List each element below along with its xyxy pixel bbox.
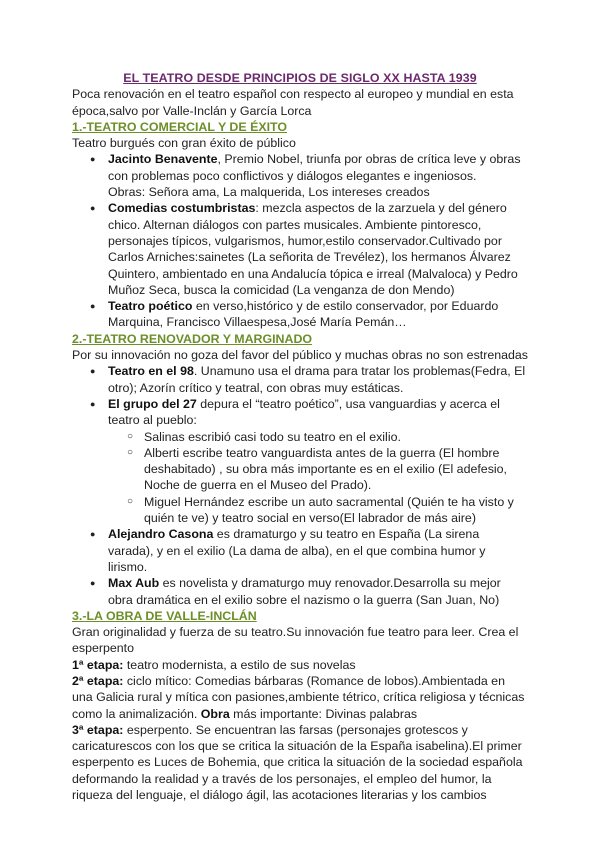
section-1-heading: 1.-TEATRO COMERCIAL Y DE ÉXITO bbox=[72, 119, 288, 134]
obra-label: Obra bbox=[200, 706, 230, 721]
list-item-comedias bbox=[108, 200, 528, 298]
item-text: es novelista y dramaturgo muy renovador.Desarrolla su mejor obra dramática en el exilio sobre el nazismo o la guerra (San Juan, No) bbox=[108, 576, 501, 607]
item-term: Jacinto Benavente bbox=[108, 152, 218, 167]
section-3-heading: 3.-LA OBRA DE VALLE-INCLÁN bbox=[72, 608, 257, 623]
list-item-casona bbox=[108, 526, 528, 575]
list-item-teatro-poetico bbox=[108, 298, 528, 331]
stage-label: 3ª etapa: bbox=[72, 722, 124, 737]
stage-label: 2ª etapa: bbox=[72, 673, 124, 688]
item-term: Alejandro Casona bbox=[108, 527, 214, 542]
item-text: . Unamuno usa el drama para tratar los problemas(Fedra, El otro); Azorín crítico y teatral, con obras muy estáticas. bbox=[108, 364, 526, 395]
item-term: Teatro en el 98 bbox=[108, 364, 194, 379]
intro-paragraph: Poca renovación en el teatro español con respecto al europeo y mundial en esta época,salvo por Valle-Inclán y García Lorca bbox=[72, 87, 514, 118]
list-item-max-aub bbox=[108, 575, 528, 608]
list-item-benavente bbox=[108, 151, 528, 200]
obra-text: más importante: Divinas palabras bbox=[229, 706, 418, 721]
list-item-teatro-98 bbox=[108, 363, 528, 396]
section-2-heading: 2.-TEATRO RENOVADOR Y MARGINADO bbox=[72, 331, 313, 346]
item-term: Comedias costumbristas bbox=[108, 201, 256, 216]
stage-2-paragraph bbox=[72, 673, 528, 722]
list-item-grupo-27 bbox=[108, 396, 528, 526]
item-text: , Premio Nobel, triunfa por obras de crítica leve y obras con problemas poco conflictivos y diálogos elegantes e ingeniosos. bbox=[108, 152, 521, 183]
sublist-item-alberti: ○ Alberti escribe teatro vanguardista antes de la guerra (El hombre deshabitado) , su obra más importante es en el exilio (El adefesio, Noche de guerra en el Museo del Prado). bbox=[144, 445, 528, 494]
section-1-list bbox=[72, 151, 528, 330]
item-term: Teatro poético bbox=[108, 299, 193, 314]
section-1-lead: Teatro burgués con gran éxito de público bbox=[72, 136, 296, 151]
item-term: Max Aub bbox=[108, 576, 160, 591]
stage-text: teatro modernista, a estilo de sus novelas bbox=[123, 657, 356, 672]
section-3-lead: Gran originalidad y fuerza de su teatro.Su innovación fue teatro para leer. Crea el esperpento bbox=[72, 625, 519, 656]
document-body bbox=[72, 70, 528, 803]
stage-3-paragraph bbox=[72, 722, 528, 803]
document-title: EL TEATRO DESDE PRINCIPIOS DE SIGLO XX HASTA 1939 bbox=[123, 71, 477, 85]
grupo-27-sublist bbox=[108, 429, 528, 527]
sublist-item-salinas: ○ Salinas escribió casi todo su teatro en el exilio. bbox=[144, 429, 528, 445]
stage-text: esperpento. Se encuentran las farsas (personajes grotescos y caricaturescos con los que se critica la situación de la España isabelina).El primer esperpento es Luces de Bohemia, que critica la situación de la sociedad española deformando la realidad y a través de los personajes, el empleo del humor, la riqueza del lenguaje, el diálogo ágil, las acotaciones literarias y los cambios bbox=[72, 722, 523, 803]
stage-1-paragraph bbox=[72, 657, 528, 673]
item-text: en verso,histórico y de estilo conservador, por Eduardo Marquina, Francisco Villaespesa,José María Pemán… bbox=[108, 299, 499, 330]
item-text: es dramaturgo y su teatro en España (La sirena varada), y en el exilio (La dama de alba), en el que combina humor y lirismo. bbox=[108, 527, 486, 574]
stage-label: 1ª etapa: bbox=[72, 657, 124, 672]
item-text: : mezcla aspectos de la zarzuela y del género chico. Alternan diálogos con partes musicales. Ambiente pintoresco, personajes típicos, vulgarismos, humor,estilo conservador.Cultivado por Carlos Arniches:sainetes (La señorita de Trevélez), los hermanos Álvarez Quintero, ambientado en una Andalucía tópica e irreal (Malvaloca) y Pedro Muñoz Seca, busca la comicidad (La venganza de don Mendo) bbox=[108, 201, 518, 297]
stage-text: ciclo mítico: Comedias bárbaras (Romance de lobos).Ambientada en una Galicia rural y mítica con pasiones,ambiente tétrico, crítica religiosa y técnicas como la animalización. bbox=[72, 673, 525, 721]
item-text: depura el “teatro poético”, usa vanguardias y acerca el teatro al pueblo: bbox=[108, 396, 500, 428]
section-2-list bbox=[72, 363, 528, 607]
sublist-item-hernandez: ○ Miguel Hernández escribe un auto sacramental (Quién te ha visto y quién te ve) y teatro social en verso(El labrador de más aire) bbox=[144, 494, 528, 527]
item-extra: Obras: Señora ama, La malquerida, Los intereses creados bbox=[108, 185, 430, 200]
section-2-lead: Por su innovación no goza del favor del público y muchas obras no son estrenadas bbox=[72, 348, 528, 363]
item-term: El grupo del 27 bbox=[108, 396, 197, 411]
